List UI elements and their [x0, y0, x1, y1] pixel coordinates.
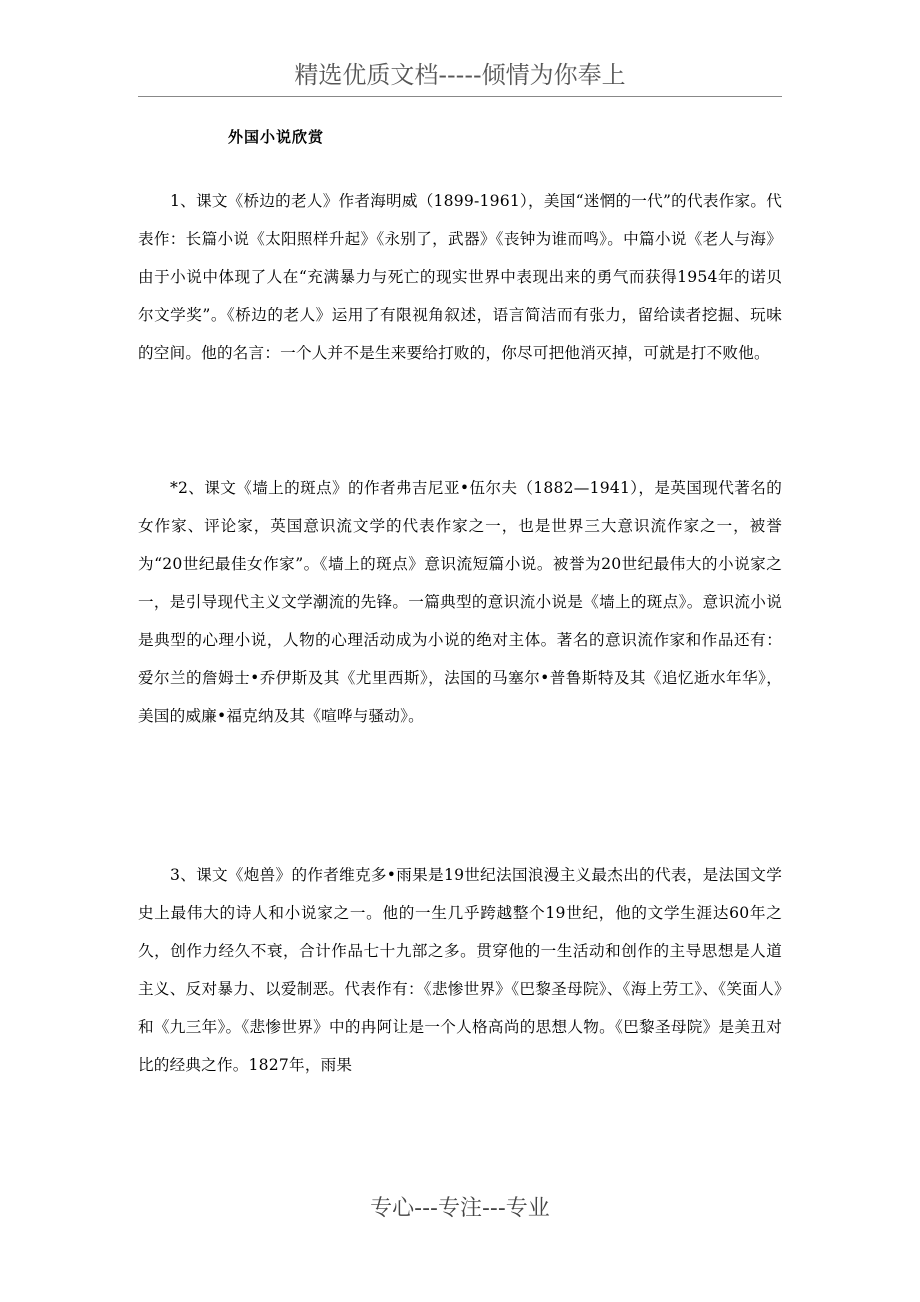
- header-divider: [138, 96, 782, 97]
- paragraph-hugo: 3、课文《炮兽》的作者维克多•雨果是19世纪法国浪漫主义最杰出的代表，是法国文学史上最伟大的诗人和小说家之一。他的一生几乎跨越整个19世纪，他的文学生涯达60年之久，创作力经久不衰，合计作品七十九部之多。贯穿他的一生活动和创作的主导思想是人道主义、反对暴力、以爱制恶。代表作有：《悲惨世界》《巴黎圣母院》、《海上劳工》、《笑面人》和《九三年》。《悲惨世界》中的冉阿让是一个人格高尚的思想人物。《巴黎圣母院》是美丑对比的经典之作。1827年，雨果: [138, 865, 782, 1074]
- paragraph-woolf: *2、课文《墙上的斑点》的作者弗吉尼亚•伍尔夫（1882—1941），是英国现代著名的女作家、评论家，英国意识流文学的代表作家之一，也是世界三大意识流作家之一，被誉为“20世纪最佳女作家”。《墙上的斑点》意识流短篇小说。被誉为20世纪最伟大的小说家之一，是引导现代主义文学潮流的先锋。一篇典型的意识流小说是《墙上的斑点》。意识流小说是典型的心理小说，人物的心理活动成为小说的绝对主体。著名的意识流作家和作品还有：爱尔兰的詹姆士•乔伊斯及其《尤里西斯》，法国的马塞尔•普鲁斯特及其《追忆逝水年华》，美国的威廉•福克纳及其《喧哗与骚动》。: [138, 478, 782, 725]
- page-footer: 专心---专注---专业: [370, 1196, 550, 1221]
- page-header: 精选优质文档-----倾情为你奉上: [294, 61, 626, 89]
- paragraph-hemingway: 1、课文《桥边的老人》作者海明威（1899-1961），美国“迷惘的一代”的代表作家。代表作：长篇小说《太阳照样升起》《永别了，武器》《丧钟为谁而鸣》。中篇小说《老人与海》由于小说中体现了人在“充满暴力与死亡的现实世界中表现出来的勇气而获得1954年的诺贝尔文学奖”。《桥边的老人》运用了有限视角叙述，语言简洁而有张力，留给读者挖掘、玩味的空间。他的名言：一个人并不是生来要给打败的，你尽可把他消灭掉，可就是打不败他。: [138, 191, 782, 362]
- document-title: 外国小说欣赏: [228, 128, 325, 146]
